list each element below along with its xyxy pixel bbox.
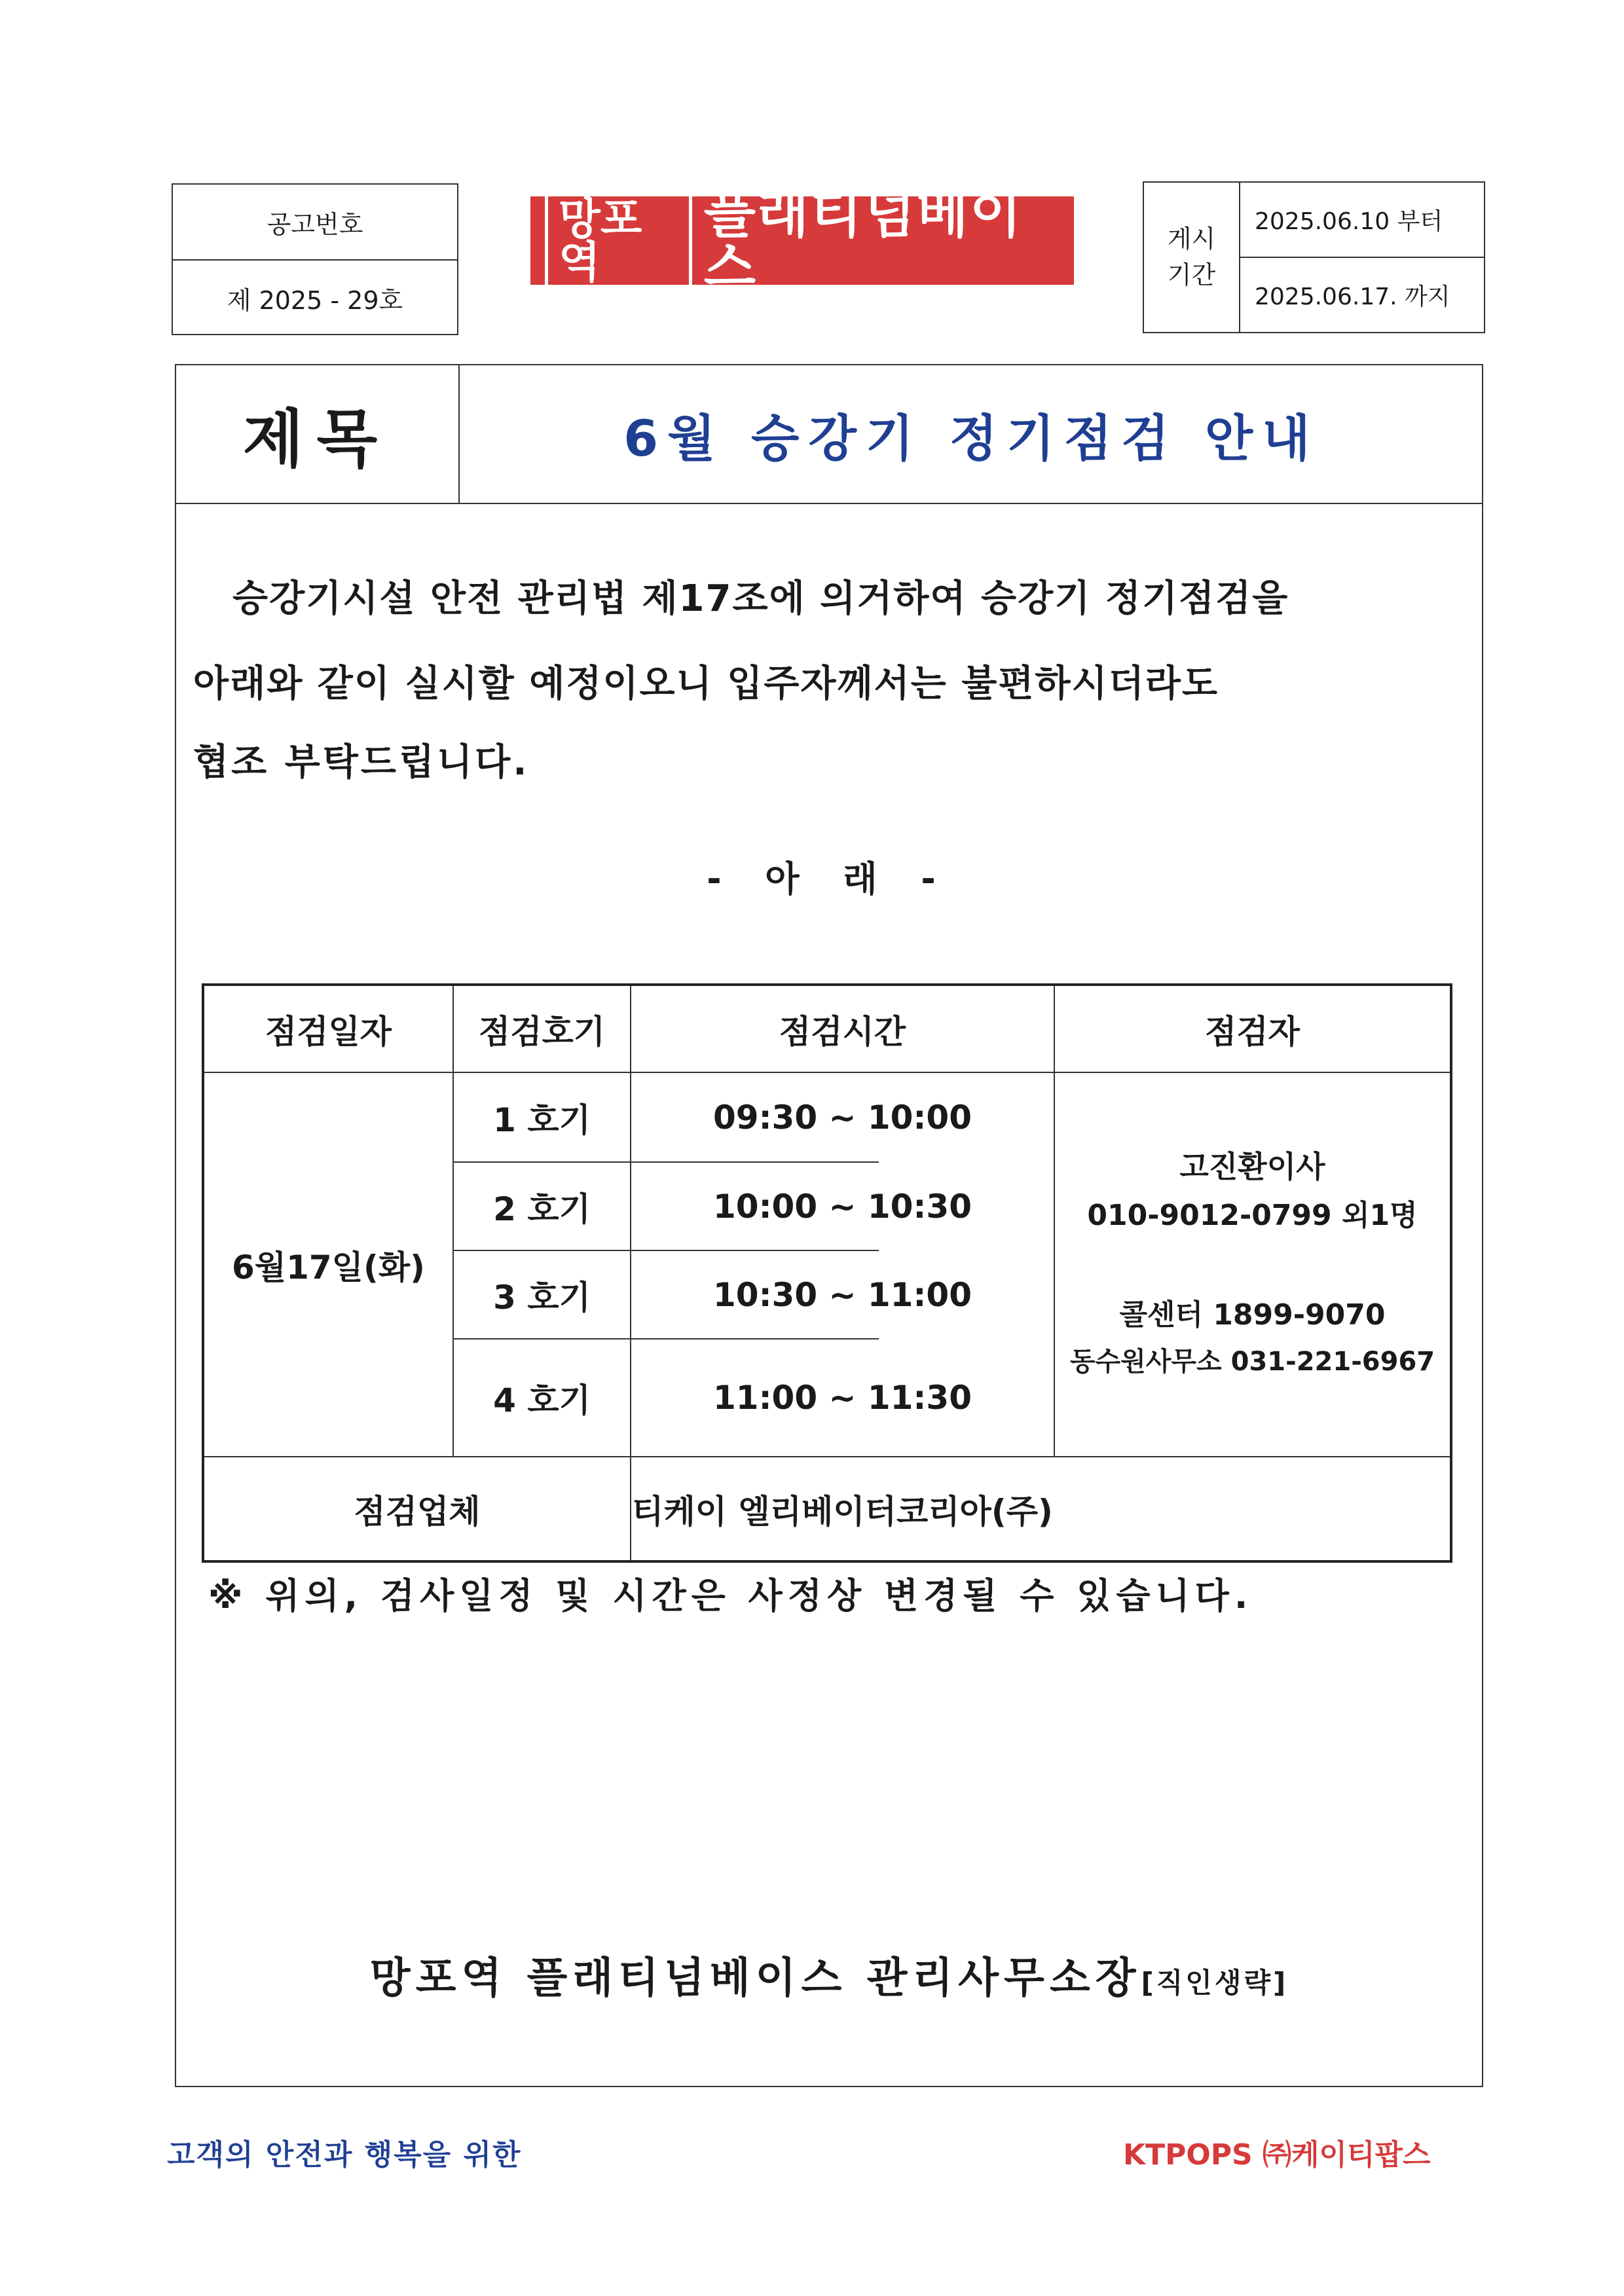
branch-office: 동수원사무소 031-221-6967 — [1069, 1346, 1435, 1377]
header-time: 점검시간 — [779, 1012, 906, 1051]
body-line-1: 승강기시설 안전 관리법 제17조에 의거하여 승강기 정기점검을 — [232, 577, 1289, 620]
footer-slogan: 고객의 안전과 행복을 위한 — [167, 2138, 522, 2172]
time-cell: 09:30 ~ 10:00 — [712, 1098, 972, 1137]
inspector-name: 고진환이사 — [1179, 1149, 1325, 1184]
inspection-date: 6월17일(화) — [232, 1248, 425, 1286]
inspection-schedule-table — [202, 983, 1452, 1563]
footer-company: KTPOPS ㈜케이티팝스 — [1123, 2138, 1431, 2172]
unit-cell: 3 호기 — [493, 1278, 591, 1317]
company-name: 티케이 엘리베이터코리아(주) — [632, 1492, 1053, 1531]
header-unit: 점검호기 — [478, 1012, 606, 1051]
company-label: 점검업체 — [354, 1492, 481, 1531]
seal-omitted: [직인생략] — [1141, 1967, 1289, 1999]
inspector-phone: 010-9012-0799 외1명 — [1087, 1199, 1418, 1232]
notice-label: 공고번호 — [267, 210, 363, 239]
signer — [175, 1944, 1483, 2005]
period-label-line1: 게시 — [1167, 224, 1216, 253]
schedule-change-note: ※ 위의, 검사일정 및 시간은 사정상 변경될 수 있습니다. — [208, 1575, 1253, 1616]
inspector-info — [1055, 1073, 1450, 1456]
title-label: 제목 — [175, 364, 460, 504]
building-logo — [530, 182, 1074, 299]
notice-number: 제 2025 - 29호 — [173, 259, 457, 335]
period-from: 2025.06.10 부터 — [1255, 208, 1443, 235]
time-cell: 10:30 ~ 11:00 — [712, 1275, 972, 1314]
period-to: 2025.06.17. 까지 — [1240, 257, 1484, 332]
period-label — [1144, 183, 1240, 332]
logo-station: 망포역 — [545, 192, 692, 290]
time-cell: 10:00 ~ 10:30 — [712, 1187, 972, 1226]
time-cell: 11:00 ~ 11:30 — [712, 1379, 972, 1417]
notice-number-box — [172, 183, 458, 335]
unit-cell: 4 호기 — [493, 1381, 591, 1419]
below-marker: - 아 래 - — [707, 858, 951, 900]
unit-cell: 1 호기 — [493, 1101, 591, 1139]
posting-period-box — [1143, 181, 1485, 333]
signer-title: 망포역 플래티넘베이스 관리사무소장 — [369, 1954, 1141, 2003]
unit-cell: 2 호기 — [493, 1190, 591, 1228]
notice-title: 6월 승강기 정기점검 안내 — [623, 409, 1320, 467]
period-label-line2: 기간 — [1167, 261, 1216, 289]
header-inspector: 점검자 — [1205, 1012, 1300, 1051]
logo-name: 플래티넘베이스 — [703, 182, 1024, 299]
body-line-3: 협조 부탁드립니다. — [193, 741, 530, 784]
body-line-2: 아래와 같이 실시할 예정이오니 입주자께서는 불편하시더라도 — [193, 663, 1219, 705]
call-center: 콜센터 1899-9070 — [1119, 1298, 1386, 1332]
header-date: 점검일자 — [265, 1012, 392, 1051]
